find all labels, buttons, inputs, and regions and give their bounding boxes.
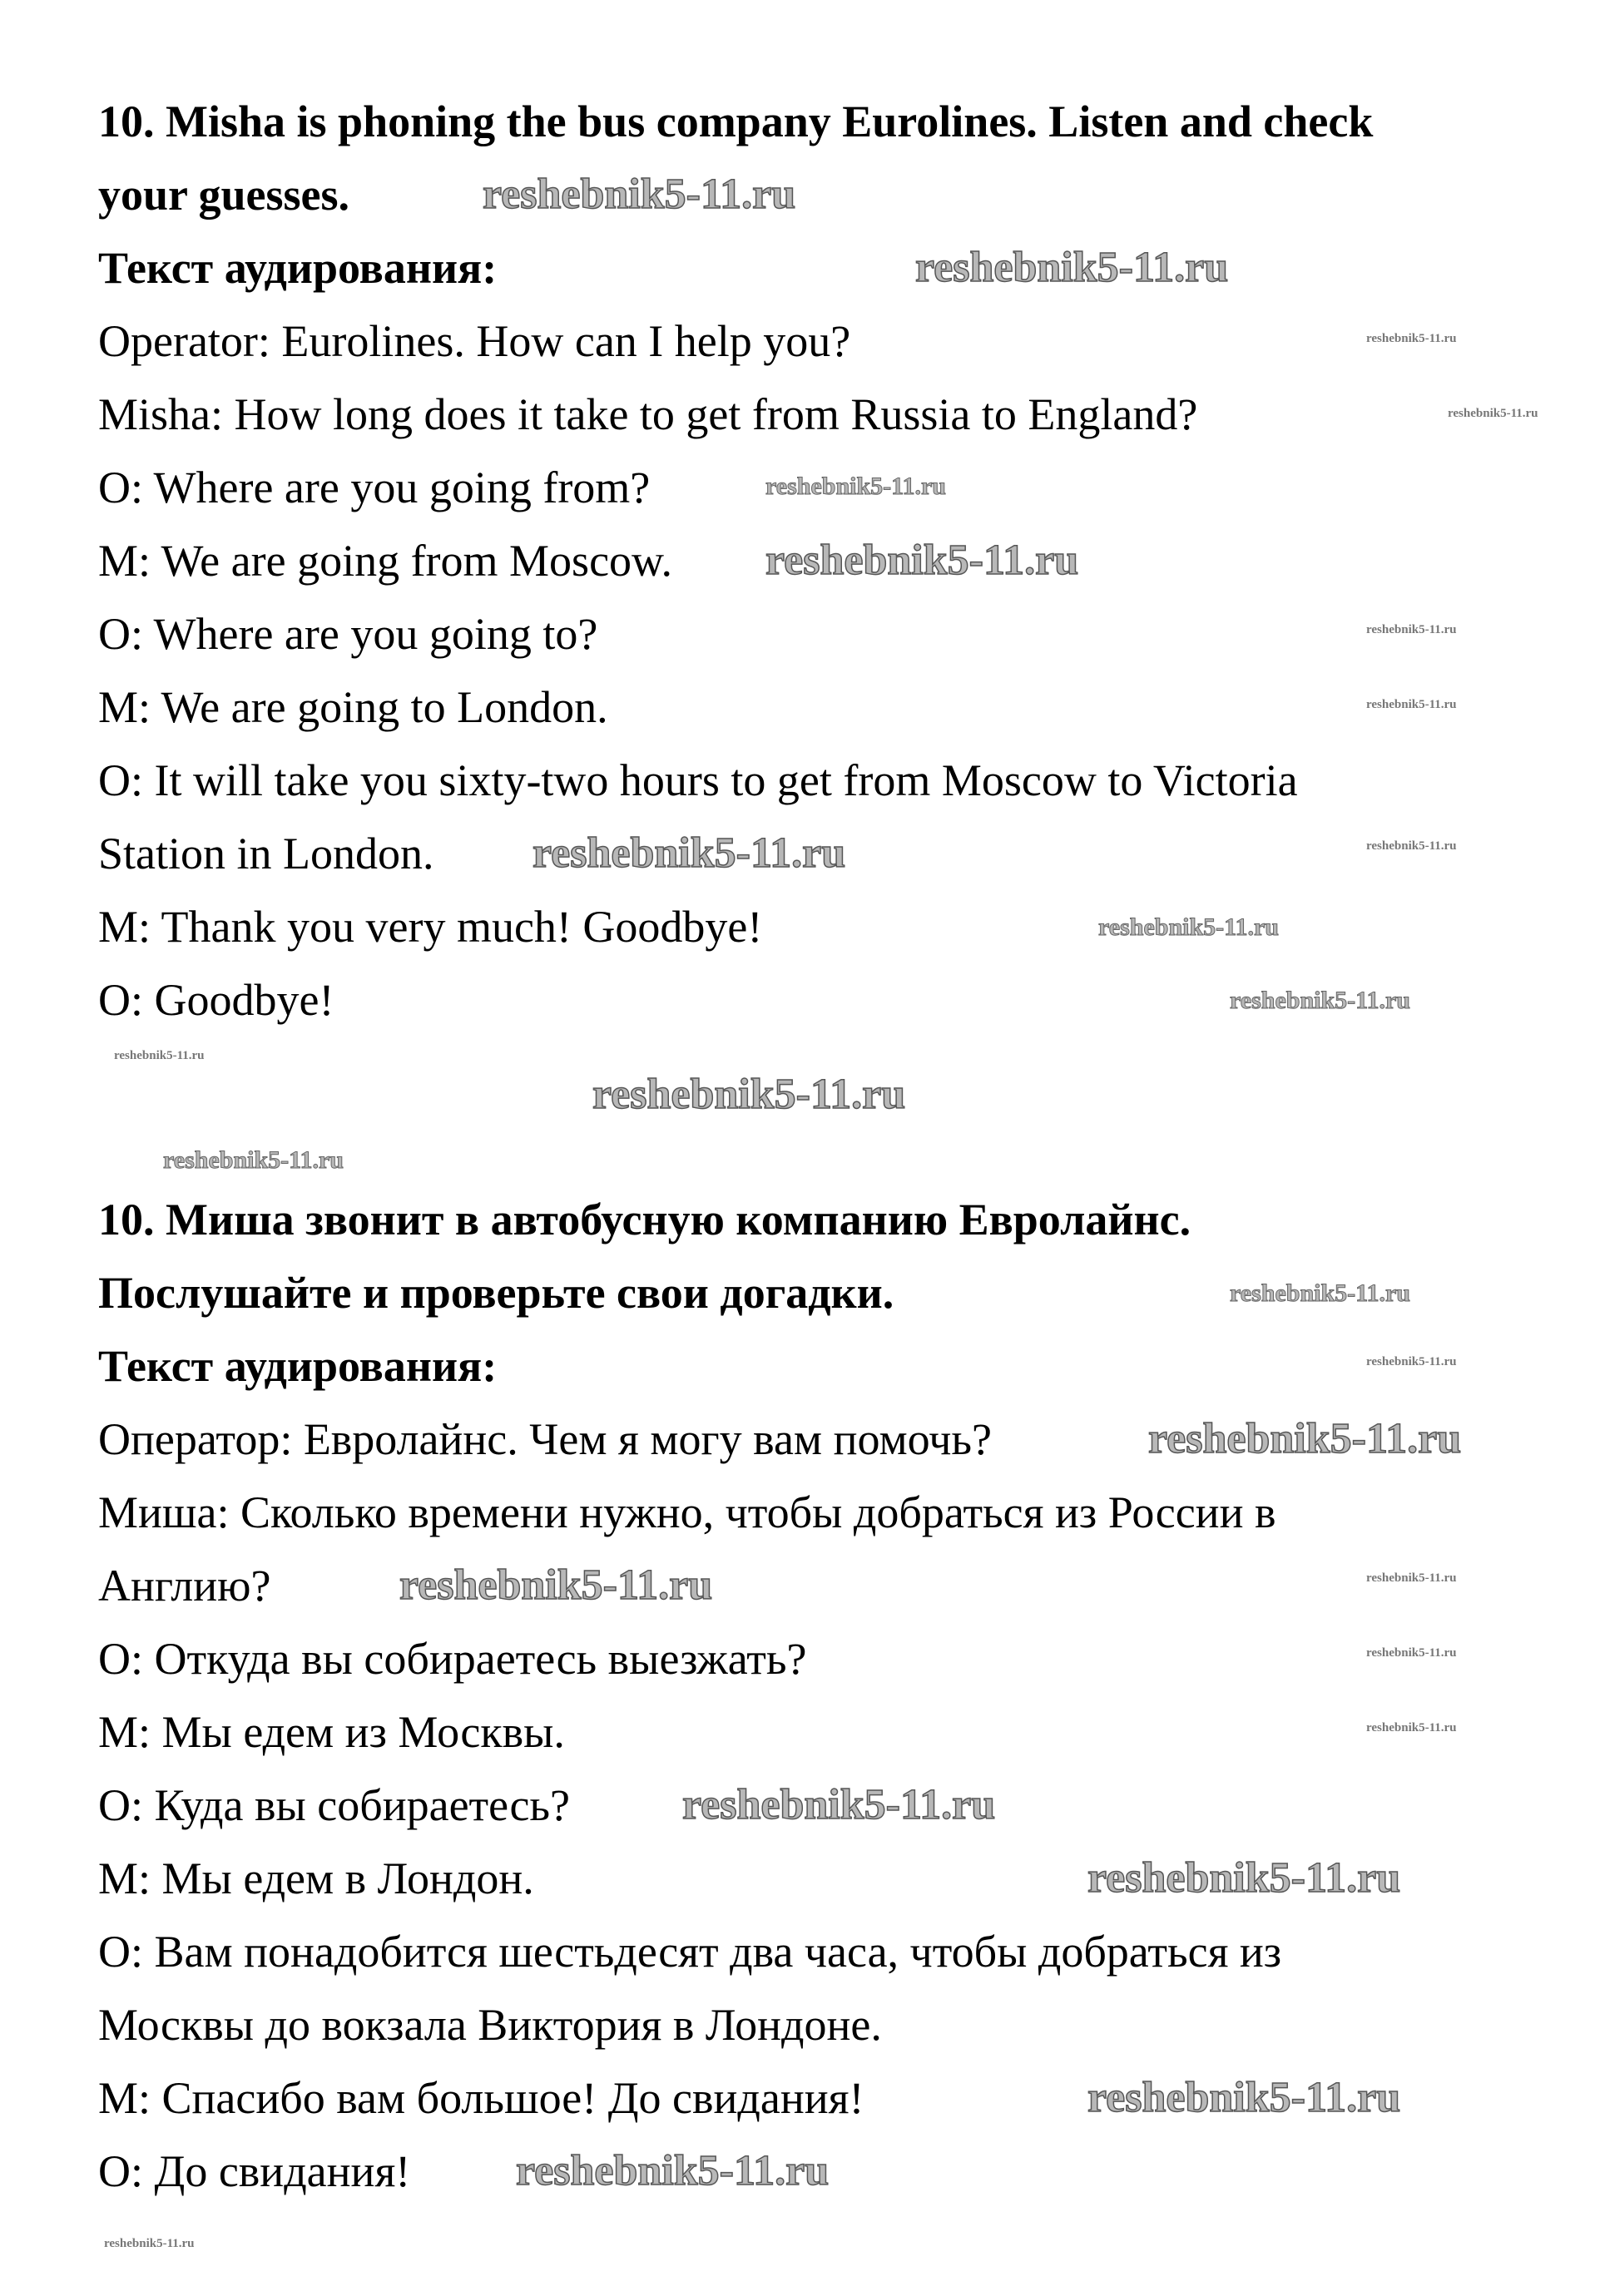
dialogue-line: M: We are going to London. xyxy=(98,682,608,732)
dialogue-line: M: Thank you very much! Goodbye! xyxy=(98,902,763,952)
dialogue-line: О: Откуда вы собираетесь выезжать? xyxy=(98,1634,807,1684)
watermark: reshebnik5-11.ru xyxy=(533,829,846,877)
section-subtitle: Текст аудирования: xyxy=(98,243,498,293)
watermark: reshebnik5-11.ru xyxy=(765,473,946,500)
dialogue-line: Англию? xyxy=(98,1561,271,1611)
dialogue-line: Station in London. xyxy=(98,829,434,878)
dialogue-line: M: We are going from Moscow. xyxy=(98,536,673,586)
watermark: reshebnik5-11.ru xyxy=(1230,987,1410,1014)
watermark: reshebnik5-11.ru xyxy=(1087,1854,1401,1902)
section-subtitle: Текст аудирования: xyxy=(98,1341,498,1391)
english-section xyxy=(98,85,1373,1037)
watermark: reshebnik5-11.ru xyxy=(1087,2074,1401,2121)
dialogue-line: O: Goodbye! xyxy=(98,975,334,1025)
watermark: reshebnik5-11.ru xyxy=(114,1049,205,1062)
exercise-title: your guesses. xyxy=(98,170,350,220)
watermark: reshebnik5-11.ru xyxy=(1366,1646,1457,1660)
dialogue-line: O: Where are you going from? xyxy=(98,463,651,512)
watermark: reshebnik5-11.ru xyxy=(1366,1721,1457,1734)
dialogue-line: Москвы до вокзала Виктория в Лондоне. xyxy=(98,2000,882,2050)
watermark: reshebnik5-11.ru xyxy=(1366,623,1457,636)
watermark: reshebnik5-11.ru xyxy=(592,1071,906,1118)
watermark: reshebnik5-11.ru xyxy=(516,2147,830,2195)
watermark: reshebnik5-11.ru xyxy=(1366,839,1457,853)
watermark: reshebnik5-11.ru xyxy=(765,537,1079,584)
exercise-title: Послушайте и проверьте свои догадки. xyxy=(98,1268,894,1318)
dialogue-line: О: Куда вы собираетесь? xyxy=(98,1780,571,1830)
watermark: reshebnik5-11.ru xyxy=(1098,913,1279,941)
watermark: reshebnik5-11.ru xyxy=(1366,1571,1457,1585)
dialogue-line: М: Спасибо вам большое! До свидания! xyxy=(98,2073,864,2123)
dialogue-line: Operator: Eurolines. How can I help you? xyxy=(98,316,851,366)
dialogue-line: Misha: How long does it take to get from Russia to England? xyxy=(98,389,1198,439)
dialogue-line: O: It will take you sixty-two hours to get from Moscow to Victoria xyxy=(98,755,1298,805)
watermark: reshebnik5-11.ru xyxy=(399,1561,713,1609)
exercise-title: 10. Миша звонит в автобусную компанию Евролайнс. xyxy=(98,1195,1191,1244)
watermark: reshebnik5-11.ru xyxy=(682,1781,996,1828)
dialogue-line: М: Мы едем в Лондон. xyxy=(98,1853,534,1903)
watermark: reshebnik5-11.ru xyxy=(1230,1279,1410,1307)
dialogue-line: О: До свидания! xyxy=(98,2146,411,2196)
dialogue-line: O: Where are you going to? xyxy=(98,609,598,659)
exercise-title: 10. Misha is phoning the bus company Eurolines. Listen and check xyxy=(98,96,1374,146)
watermark: reshebnik5-11.ru xyxy=(1366,698,1457,711)
dialogue-line: О: Вам понадобится шестьдесят два часа, чтобы добраться из xyxy=(98,1927,1282,1977)
dialogue-line: М: Мы едем из Москвы. xyxy=(98,1707,565,1757)
watermark: reshebnik5-11.ru xyxy=(483,171,796,218)
dialogue-line: Оператор: Евролайнс. Чем я могу вам помочь? xyxy=(98,1414,992,1464)
watermark: reshebnik5-11.ru xyxy=(1366,1355,1457,1368)
watermark: reshebnik5-11.ru xyxy=(104,2237,195,2250)
russian-section xyxy=(98,1183,1281,2208)
watermark: reshebnik5-11.ru xyxy=(915,244,1229,291)
watermark: reshebnik5-11.ru xyxy=(1148,1415,1462,1462)
dialogue-line: Миша: Сколько времени нужно, чтобы добраться из России в xyxy=(98,1487,1276,1537)
watermark: reshebnik5-11.ru xyxy=(163,1146,344,1174)
watermark: reshebnik5-11.ru xyxy=(1448,407,1538,420)
watermark: reshebnik5-11.ru xyxy=(1366,332,1457,345)
